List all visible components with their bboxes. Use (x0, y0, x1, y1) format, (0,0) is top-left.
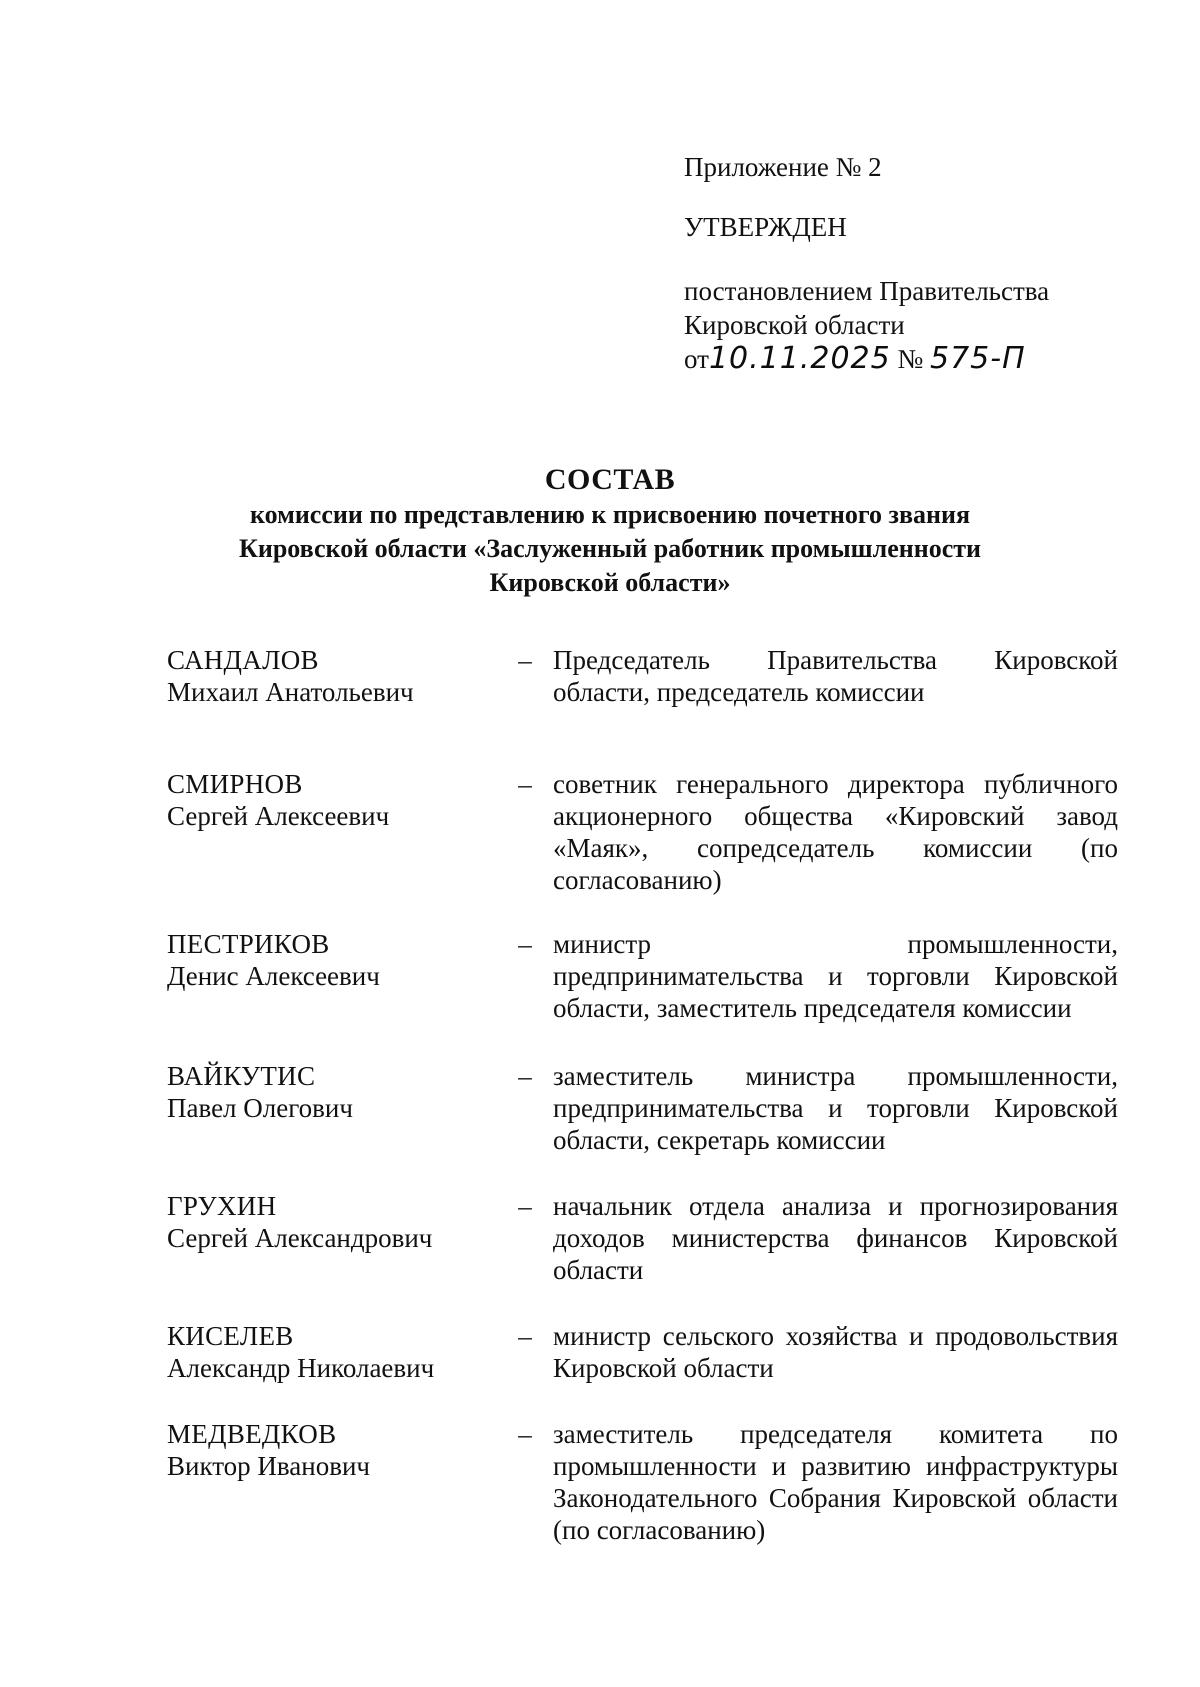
member-surname: ГРУХИН (167, 1191, 277, 1221)
member-name (167, 1060, 497, 1190)
member-row (167, 768, 1117, 928)
member-given-name: Виктор Иванович (167, 1451, 371, 1481)
member-name (167, 1418, 497, 1558)
members-list (167, 644, 1117, 1558)
handwritten-number: 575-П (930, 341, 1026, 376)
member-row (167, 1060, 1117, 1190)
handwritten-date: 10.11.2025 (708, 341, 891, 376)
member-given-name: Сергей Алексеевич (167, 801, 390, 831)
decree-date-line (684, 342, 1124, 376)
title-line-3: Кировской области» (489, 568, 731, 597)
dash-separator: – (518, 1419, 532, 1449)
dash-separator: – (518, 769, 532, 799)
member-role: заместитель министра промышленности, предпринимательства и торговли Кировской области, секретарь комиссии (553, 1061, 1118, 1155)
member-row (167, 1320, 1117, 1418)
member-role: министр промышленности, предпринимательства и торговли Кировской области, заместитель председателя комиссии (553, 929, 1118, 1023)
member-name (167, 1320, 497, 1418)
title-line-1: комиссии по представлению к присвоению почетного звания (249, 500, 971, 529)
date-prefix: от (684, 344, 709, 374)
document-title (140, 462, 1080, 600)
member-surname: СМИРНОВ (167, 769, 303, 799)
member-row (167, 1418, 1117, 1558)
member-name (167, 644, 497, 768)
member-surname: САНДАЛОВ (167, 645, 319, 675)
member-given-name: Александр Николаевич (167, 1353, 435, 1383)
appendix-label: Приложение № 2 (684, 152, 882, 182)
dash-separator: – (518, 1191, 532, 1221)
approval-block (684, 150, 1124, 376)
decree-line-1: постановлением Правительства (684, 276, 1050, 306)
dash-separator: – (518, 1321, 532, 1351)
member-row (167, 644, 1117, 768)
member-surname: ВАЙКУТИС (167, 1061, 316, 1091)
dash-separator: – (518, 1061, 532, 1091)
dash-separator: – (518, 645, 532, 675)
number-prefix: № (897, 344, 924, 374)
approved-label: УТВЕРЖДЕН (684, 212, 847, 242)
member-surname: МЕДВЕДКОВ (167, 1419, 337, 1449)
title-line-2: Кировской области «Заслуженный работник промышленности (239, 534, 981, 563)
member-role: министр сельского хозяйства и продовольствия Кировской области (553, 1321, 1118, 1383)
member-row (167, 928, 1117, 1060)
title-main: СОСТАВ (544, 463, 676, 496)
member-name (167, 1190, 497, 1320)
member-given-name: Денис Алексеевич (167, 961, 380, 991)
member-name (167, 928, 497, 1060)
member-given-name: Михаил Анатольевич (167, 677, 414, 707)
member-role: начальник отдела анализа и прогнозирования доходов министерства финансов Кировской области (553, 1191, 1118, 1285)
member-surname: КИСЕЛЕВ (167, 1321, 294, 1351)
member-name (167, 768, 497, 928)
member-row (167, 1190, 1117, 1320)
dash-separator: – (518, 929, 532, 959)
member-role: Председатель Правительства Кировской области, председатель комиссии (553, 645, 1118, 707)
member-role: советник генерального директора публичного акционерного общества «Кировский завод «Маяк», сопредседатель комиссии (по согласованию) (553, 769, 1118, 895)
member-role: заместитель председателя комитета по промышленности и развитию инфраструктуры Законодательного Собрания Кировской области (по согласованию) (553, 1419, 1118, 1545)
member-given-name: Павел Олегович (167, 1093, 353, 1123)
member-given-name: Сергей Александрович (167, 1223, 433, 1253)
member-surname: ПЕСТРИКОВ (167, 929, 330, 959)
decree-line-2: Кировской области (684, 310, 905, 340)
